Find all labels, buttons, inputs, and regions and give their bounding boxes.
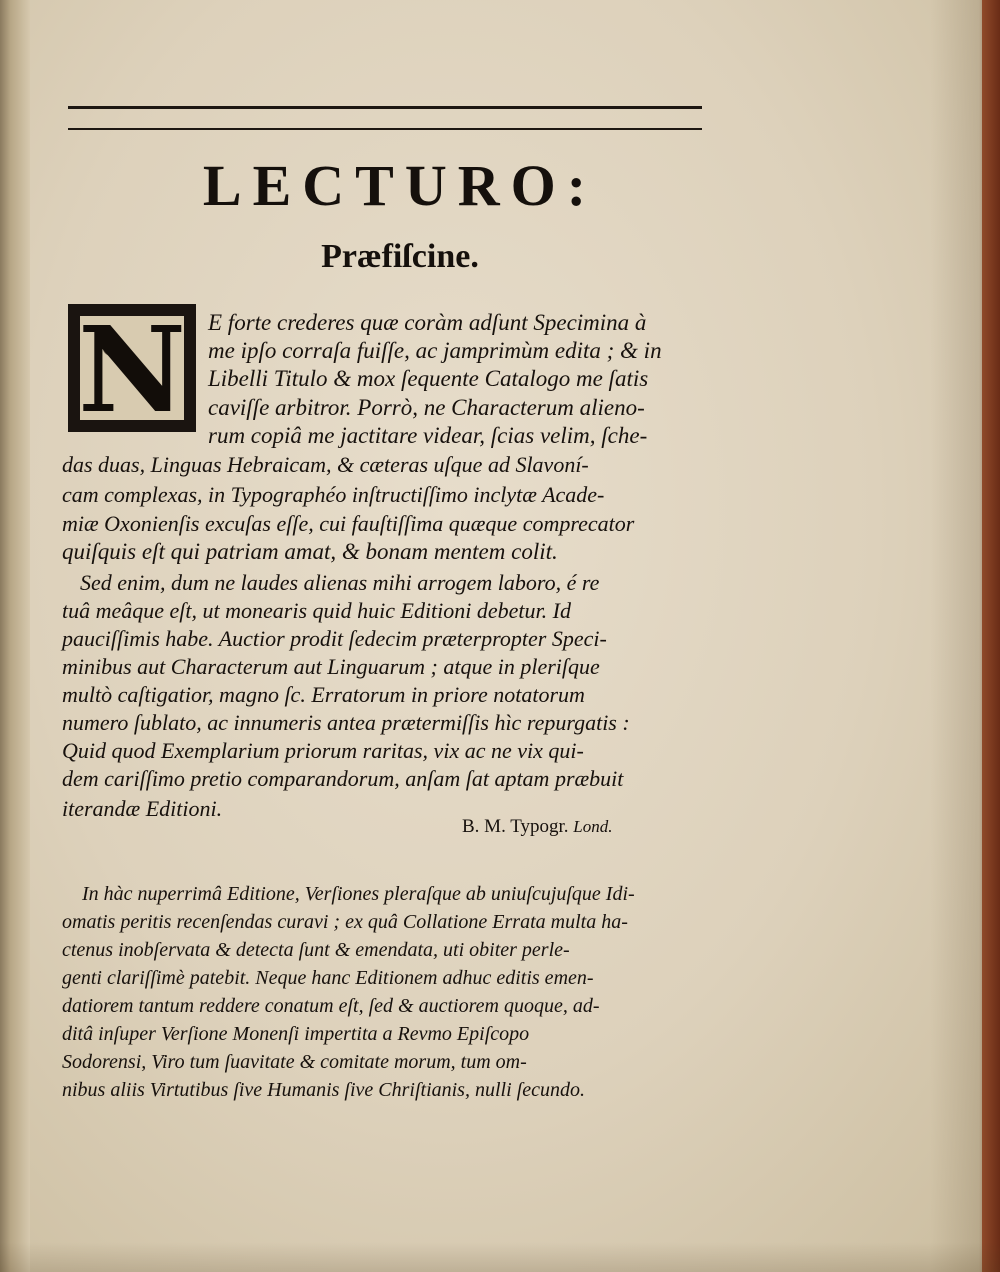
dropcap-letter: N	[78, 300, 186, 439]
text-line: das duas, Linguas Hebraicam, & cæteras uſque ad Slavoní-	[62, 452, 589, 477]
text-line: Libelli Titulo & mox ſequente Catalogo me ſatis	[208, 366, 649, 391]
book-cover-edge	[982, 0, 1000, 1272]
signature-place: Lond.	[573, 817, 613, 836]
text-line: ditâ inſuper Verſione Monenſi impertita a Revmo Epiſcopo	[62, 1023, 530, 1045]
text-line: In hàc nuperrimâ Editione, Verſiones pleraſque ab uniuſcujuſque Idi-	[82, 883, 635, 905]
text-line: dem cariſſimo pretio comparandorum, anſam ſat aptam præbuit	[62, 766, 624, 791]
text-line: ctenus inobſervata & detecta ſunt & emendata, uti obiter perle-	[62, 939, 570, 961]
text-line: me ipſo corraſa fuiſſe, ac jamprimùm edita ; & in	[208, 338, 662, 363]
second-rule	[68, 128, 702, 130]
text-line: iterandæ Editioni.	[62, 796, 223, 821]
text-line: multò caſtigatior, magno ſc. Erratorum in priore notatorum	[62, 682, 585, 707]
text-line: miæ Oxonienſis excuſas eſſe, cui fauſtiſſima quæque comprecator	[62, 511, 635, 536]
text-line: nibus aliis Virtutibus ſive Humanis ſive Chriſtianis, nulli ſecundo.	[62, 1079, 585, 1101]
text-line: E forte crederes quæ coràm adſunt Specimina à	[208, 310, 647, 335]
text-line: cam complexas, in Typographéo inſtructiſſimo inclytæ Acade-	[62, 482, 605, 507]
text-line: Quid quod Exemplarium priorum raritas, vix ac ne vix qui-	[62, 738, 584, 763]
text-line: datiorem tantum reddere conatum eſt, ſed & auctiorem quoque, ad-	[62, 995, 600, 1017]
text-line: tuâ meâque eſt, ut monearis quid huic Editioni debetur. Id	[62, 598, 571, 623]
top-rule	[68, 106, 702, 109]
text-line: numero ſublato, ac innumeris antea prætermiſſis hìc repurgatis :	[62, 710, 630, 735]
text-line: genti clariſſimè patebit. Neque hanc Editionem adhuc editis emen-	[62, 967, 594, 989]
ornamental-dropcap	[68, 300, 196, 439]
text-line: rum copiâ me jactitare videar, ſcias velim, ſche-	[208, 423, 648, 448]
text-line: omatis peritis recenſendas curavi ; ex quâ Collatione Errata multa ha-	[62, 911, 628, 933]
text-line: quiſquis eſt qui patriam amat, & bonam mentem colit.	[62, 539, 558, 564]
printer-signature	[462, 816, 613, 838]
text-line: Sodorensi, Viro tum ſuavitate & comitate morum, tum om-	[62, 1051, 527, 1073]
text-line: caviſſe arbitror. Porrò, ne Characterum alieno-	[208, 395, 645, 420]
text-line: minibus aut Characterum aut Linguarum ; atque in pleriſque	[62, 654, 600, 679]
text-line: pauciſſimis habe. Auctior prodit ſedecim præterpropter Speci-	[62, 626, 607, 651]
text-line: Sed enim, dum ne laudes alienas mihi arrogem laboro, é re	[80, 570, 600, 595]
signature-name: B. M. Typogr.	[462, 816, 569, 837]
page-title: LECTURO:	[202, 153, 598, 218]
page-bottom-shadow	[0, 1242, 1000, 1272]
page-gutter	[0, 0, 30, 1272]
page-subtitle: Præfiſcine.	[321, 238, 479, 275]
header-rules	[68, 106, 702, 130]
